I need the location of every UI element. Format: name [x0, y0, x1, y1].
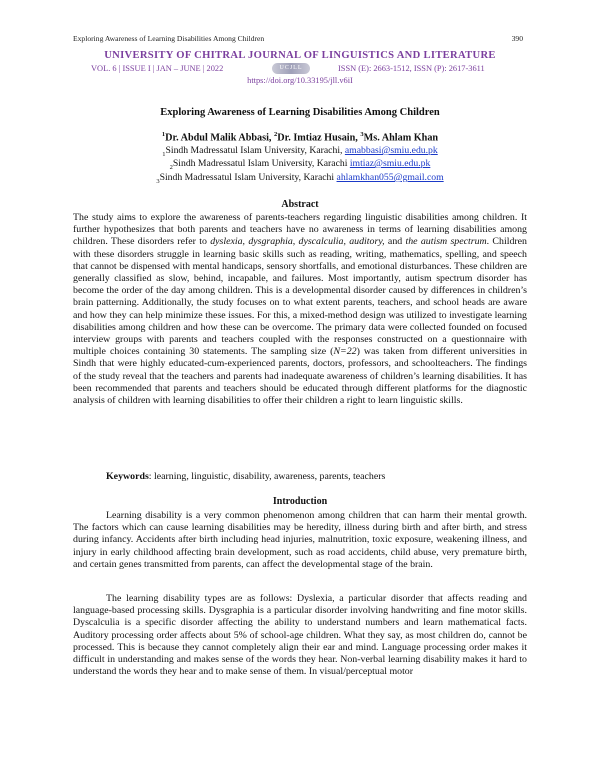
issn-info: ISSN (E): 2663-1512, ISSN (P): 2617-3611 — [338, 64, 485, 73]
author-name: Dr. Abdul Malik Abbasi, — [165, 132, 275, 144]
running-header — [73, 34, 523, 43]
intro-paragraph-2: The learning disability types are as follows: Dyslexia, a particular disorder that affects reading and language-based processing skills. Dysgraphia is a particular disorder involving handwriting and fine motor skills. Dyscalculia is a specific disorder affecting the ability to understand numbers and learn mathematical facts. Auditory processing order affects about 5% of school-age children. What they say, as most children do, cannot be processed. This is because they cannot completely align their ear and mind. Language processing order makes it difficult in understanding and makes sense of the words they hear. Non-verbal learning disability makes it hard to understand the words they hear and to make sense of them. In visual/perceptual motor — [73, 593, 527, 678]
journal-name: UNIVERSITY OF CHITRAL JOURNAL OF LINGUISTICS AND LITERATURE — [104, 50, 496, 61]
affiliation-1: $_1$Sindh Madressatul Islam University, Karachi, amabbasi@smiu.edu.pk — [162, 145, 438, 158]
email-link[interactable]: imtiaz@smiu.edu.pk — [349, 158, 431, 169]
author-name: Ms. Ahlam Khan — [363, 132, 439, 144]
running-title: Exploring Awareness of Learning Disabilities Among Children — [73, 34, 265, 43]
journal-logo-icon: UCJLL — [272, 63, 310, 74]
keywords: Keywords: learning, linguistic, disability, awareness, parents, teachers — [106, 471, 386, 482]
author-list: $^1$Dr. Abdul Malik Abbasi, $^2$Dr. Imtiaz Husain, $^3$Ms. Ahlam Khan — [161, 131, 439, 144]
volume-info: VOL. 6 | ISSUE I | JAN – JUNE | 2022 — [91, 64, 224, 73]
author-name: Dr. Imtiaz Husain, — [277, 132, 361, 144]
paper-title: Exploring Awareness of Learning Disabilities Among Children — [160, 107, 440, 118]
page-number: 390 — [511, 34, 523, 43]
affiliation-3: $_3$Sindh Madressatul Islam University, Karachi ahlamkhan055@gmail.com — [156, 172, 444, 185]
abstract-heading: Abstract — [281, 199, 319, 210]
abstract-text: The study aims to explore the awareness of parents-teachers regarding linguistic disabilities among children. It further hypothesizes that both parents and teachers have no awareness in terms of learning disabilities among children. These disorders refer to dyslexia, dysgraphia, dyscalculia, auditory, and the autism spectrum. Children with these disorders struggle in learning basic skills such as reading, writing, mathematics, spelling, and speech that cannot be dispensed with mental handicaps, sensory shortfalls, and emotional disturbances. These children are generally classified as slow, behind, incapable, and failures. Most importantly, autism spectrum disorder has become the order of the day among children. This is a developmental disorder caused by differences in children’s brain patterning. Additionally, the study focuses on to what extent parents, teachers, and school heads are aware and how they can help minimize these issues. For this, a mixed-method design was utilized to investigate learning disabilities among children and how these can be overcome. The primary data were collected founded on focused interview groups with parents and teachers coupled with the responses constructed on a questionnaire with multiple choices containing 30 statements. The sampling size (N=22) was taken from different universities in Sindh that were highly educated-cum-experienced parents, doctors, professors, and schoolteachers. The findings of the study reveal that the teachers and parents had inadequate awareness of children’s learning disabilities. It has been recommended that parents and teachers should be educated through different platforms for the diagnostic analysis of children with learning disabilities to offer their children a right to learn linguistic skills. — [73, 212, 528, 407]
doi-link[interactable]: https://doi.org/10.33195/jll.v6iI — [247, 76, 353, 85]
email-link[interactable]: ahlamkhan055@gmail.com — [336, 172, 444, 183]
volume-row — [0, 62, 600, 75]
email-link[interactable]: amabbasi@smiu.edu.pk — [344, 145, 438, 156]
introduction-heading: Introduction — [272, 496, 328, 507]
journal-masthead — [0, 49, 600, 87]
affiliation-2: $_2$Sindh Madressatul Islam University, Karachi imtiaz@smiu.edu.pk — [169, 158, 431, 171]
intro-paragraph-1: Learning disability is a very common phenomenon among children that can harm their mental growth. The factors which can cause learning disabilities may be heredity, illness during birth and after birth, and stress during infancy. Accidents after birth including head injuries, malnutrition, toxic exposure, weakening illness, and injury in early childhood affecting brain development, such as road accidents, child abuse, very premature birth, and certain genes transmitted from parents, can affect the developmental stage of the brain. — [73, 510, 527, 570]
